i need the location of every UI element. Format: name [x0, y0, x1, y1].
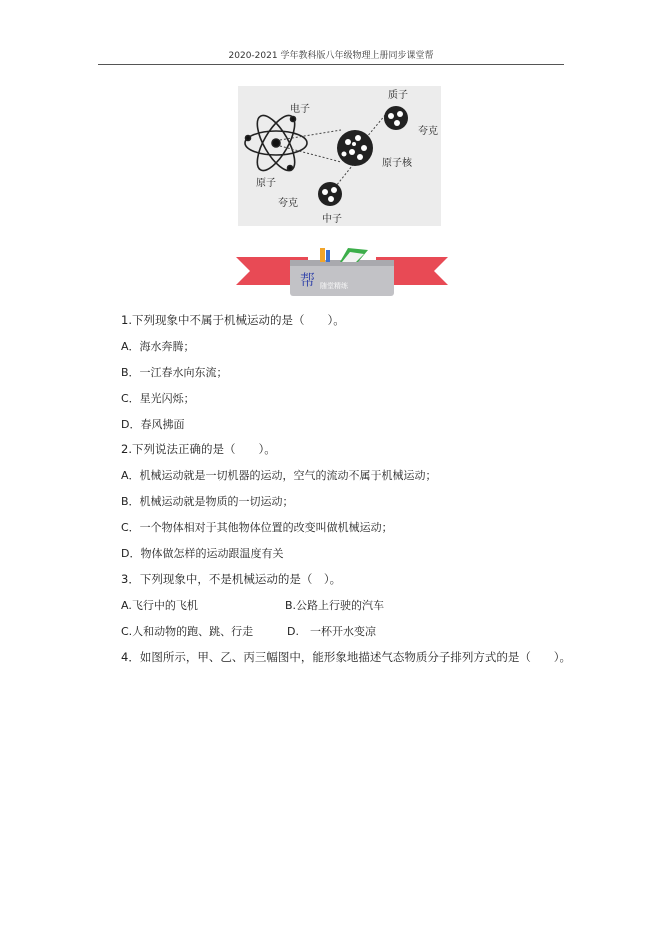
label-electron: 电子	[290, 104, 310, 115]
banner-label: 随堂精练	[320, 282, 348, 290]
books-icon	[320, 248, 368, 262]
label-neutron: 中子	[322, 214, 342, 225]
q3-option-c: C.人和动物的跑、跳、行走	[121, 625, 254, 638]
proton-icon	[384, 106, 408, 130]
atom-structure-figure	[238, 86, 441, 226]
page-header: 2020-2021 学年教科版八年级物理上册同步课堂帮	[98, 48, 564, 65]
q3-stem: 3．下列现象中，不是机械运动的是（ ）。	[121, 572, 342, 586]
label-quark-top: 夸克	[418, 126, 438, 137]
q4-stem: 4．如图所示，甲、乙、丙三幅图中，能形象地描述气态物质分子排列方式的是（ ）。	[121, 650, 572, 664]
q2-option-a: A．机械运动就是一切机器的运动，空气的流动不属于机械运动；	[121, 469, 437, 482]
q3-option-a: A.飞行中的飞机	[121, 599, 198, 612]
nucleus-icon	[337, 130, 373, 166]
q1-option-d: D．春风拂面	[121, 418, 185, 431]
q2-option-c: C．一个物体相对于其他物体位置的改变叫做机械运动；	[121, 521, 393, 534]
q3-option-d: D. 一杯开水变凉	[287, 625, 376, 638]
q1-stem: 1.下列现象中不属于机械运动的是（ ）。	[121, 313, 345, 327]
q1-option-a: A．海水奔腾；	[121, 340, 195, 353]
neutron-icon	[318, 182, 342, 206]
atom-icon	[245, 110, 307, 176]
q3-option-b: B.公路上行驶的汽车	[285, 599, 385, 612]
label-proton: 质子	[388, 90, 408, 101]
label-quark-bottom: 夸克	[278, 198, 298, 209]
label-nucleus: 原子核	[382, 158, 412, 169]
q1-option-c: C．星光闪烁；	[121, 392, 195, 405]
banner-char: 帮	[300, 271, 316, 289]
q2-stem: 2.下列说法正确的是（ ）。	[121, 442, 276, 456]
q2-option-d: D．物体做怎样的运动跟温度有关	[121, 547, 284, 560]
q2-option-b: B．机械运动就是物质的一切运动；	[121, 495, 294, 508]
label-atom: 原子	[256, 178, 276, 189]
q1-option-b: B．一江春水向东流；	[121, 366, 228, 379]
